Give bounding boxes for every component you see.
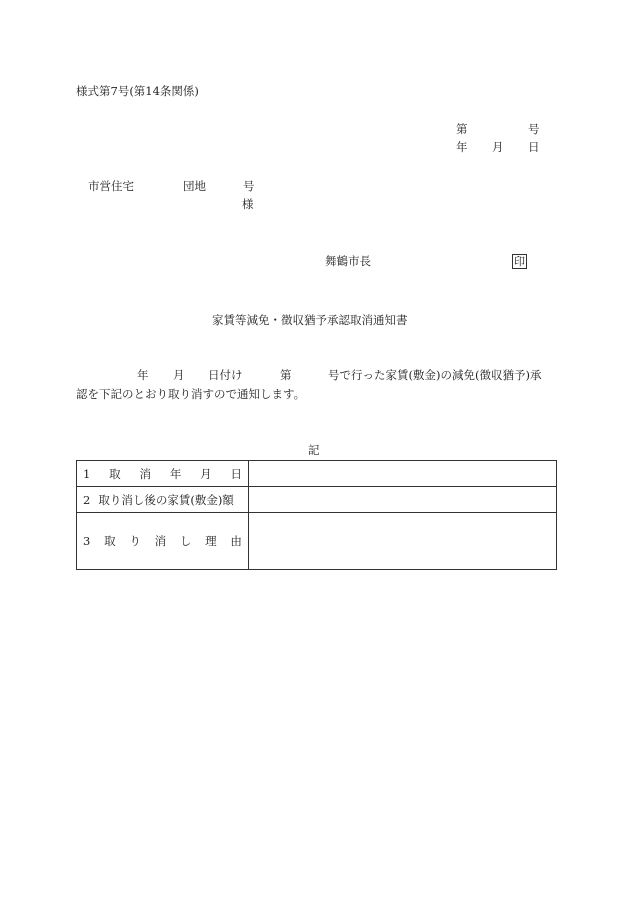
form-number: 様式第7号(第14条関係)	[76, 84, 199, 98]
record-heading: 記	[308, 443, 320, 457]
label-char: 取	[109, 466, 121, 481]
row-value-cell[interactable]	[249, 513, 557, 570]
date-month: 月	[492, 140, 504, 154]
body-month: 月	[173, 368, 185, 382]
date-year: 年	[456, 140, 468, 154]
label-char: 取	[104, 534, 116, 548]
document-number-suffix: 号	[528, 122, 540, 136]
row-value-cell[interactable]	[249, 461, 557, 487]
body-line2: 認を下記のとおり取り消すので通知します。	[76, 387, 306, 401]
table-row	[77, 513, 557, 570]
body-line1-rest: 号で行った家賃(敷金)の減免(徴収猶予)承	[328, 368, 542, 382]
label-char: 理	[205, 534, 217, 548]
label-char: り	[129, 534, 141, 548]
row-label	[77, 513, 249, 570]
label-char: 月	[200, 466, 212, 481]
row-number: 3	[83, 534, 91, 548]
body-day-dated: 日付け	[208, 368, 243, 382]
table-row	[77, 461, 557, 487]
label-char: 消	[154, 534, 167, 548]
document-number-prefix: 第	[456, 122, 468, 136]
addressee-honorific: 様	[242, 197, 254, 211]
row-number: 1	[83, 466, 91, 481]
label-char: 日	[230, 466, 242, 481]
label-char: 由	[230, 534, 242, 548]
row-label	[77, 487, 249, 513]
label-text: 取り消し後の家賃(敷金)額	[98, 492, 234, 507]
date-day: 日	[528, 140, 540, 154]
row-value-cell[interactable]	[249, 487, 557, 513]
addressee-estate: 団地	[183, 179, 206, 193]
addressee-unit: 号	[243, 179, 255, 193]
body-year: 年	[137, 368, 149, 382]
label-char: 年	[169, 466, 182, 481]
table-row	[77, 487, 557, 513]
addressee-housing: 市営住宅	[88, 179, 134, 193]
issuer-title: 舞鶴市長	[325, 254, 371, 268]
row-number: 2	[83, 492, 91, 507]
seal-mark: 印	[514, 255, 525, 268]
body-number-prefix: 第	[280, 368, 292, 382]
record-table	[76, 460, 557, 570]
row-label	[77, 461, 249, 487]
label-char: 消	[139, 466, 151, 481]
label-char: し	[179, 534, 192, 548]
document-title: 家賃等減免・徴収猶予承認取消通知書	[212, 313, 408, 327]
